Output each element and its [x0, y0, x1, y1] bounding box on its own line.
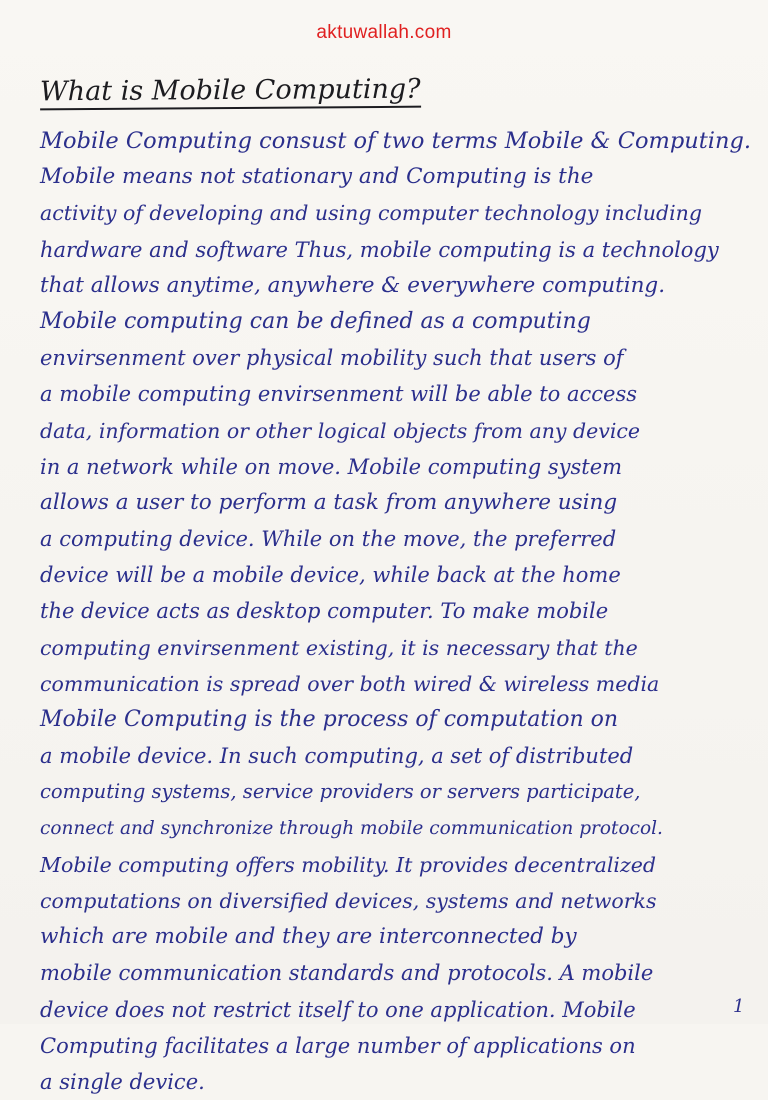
line-text: Mobile means not stationary and Computing is the — [40, 164, 594, 190]
text-line — [40, 521, 755, 557]
text-line — [40, 557, 755, 593]
text-line — [40, 702, 755, 738]
line-text: Computing facilitates a large number of applications on — [40, 1033, 636, 1058]
text-line — [40, 123, 755, 159]
line-text: mobile communication standards and protocols. A mobile — [40, 961, 654, 986]
line-text: computing systems, service providers or servers participate, — [40, 780, 641, 804]
text-line — [40, 268, 755, 304]
text-line — [40, 413, 755, 449]
text-line — [40, 955, 755, 991]
text-line — [40, 1028, 755, 1064]
text-line — [40, 195, 755, 231]
handwritten-body — [40, 123, 755, 1100]
text-line — [40, 919, 755, 955]
line-text: computations on diversified devices, systems and networks — [40, 888, 657, 913]
text-line — [40, 376, 755, 412]
text-line — [40, 774, 755, 810]
page-number: 1 — [733, 996, 745, 1017]
text-line — [40, 1064, 755, 1100]
line-text: the device acts as desktop computer. To make mobile — [40, 599, 609, 624]
line-text: Mobile computing offers mobility. It provides decentralized — [40, 852, 657, 877]
text-line — [40, 485, 755, 521]
line-text: a single device. — [40, 1069, 205, 1094]
text-line — [40, 811, 755, 847]
line-text: computing envirsenment existing, it is necessary that the — [40, 635, 638, 660]
line-text: device will be a mobile device, while back at the home — [40, 563, 621, 588]
line-text: data, information or other logical objects from any device — [40, 418, 641, 443]
line-text: a computing device. While on the move, the preferred — [40, 527, 617, 552]
line-text: a mobile device. In such computing, a set of distributed — [40, 744, 634, 769]
line-text: Mobile computing can be defined as a computing — [40, 308, 591, 334]
line-text: connect and synchronize through mobile communication protocol. — [40, 817, 663, 839]
line-text: envirsenment over physical mobility such that users of — [40, 346, 624, 371]
page-title: What is Mobile Computing? — [40, 74, 421, 111]
text-line — [40, 738, 755, 774]
text-line — [40, 449, 755, 485]
line-text: that allows anytime, anywhere & everywhere computing. — [40, 272, 666, 298]
line-text: in a network while on move. Mobile computing system — [40, 454, 623, 479]
line-text: activity of developing and using computer technology including — [40, 201, 702, 226]
line-text: allows a user to perform a task from anywhere using — [40, 489, 618, 515]
text-line — [40, 304, 755, 340]
line-text: hardware and software Thus, mobile computing is a technology — [40, 237, 719, 262]
line-text: Mobile Computing is the process of computation on — [40, 707, 619, 732]
text-line — [40, 593, 755, 629]
line-text: Mobile Computing consust of two terms Mobile & Computing. — [40, 128, 752, 154]
text-line — [40, 630, 755, 666]
site-watermark: aktuwallah.com — [316, 22, 452, 43]
text-line — [40, 883, 755, 919]
line-text: device does not restrict itself to one application. Mobile — [40, 997, 636, 1022]
text-line — [40, 992, 755, 1028]
line-text: a mobile computing envirsenment will be able to access — [40, 382, 638, 407]
text-line — [40, 159, 755, 195]
text-line — [40, 847, 755, 883]
line-text: which are mobile and they are interconnected by — [40, 924, 577, 950]
line-text: communication is spread over both wired & wireless media — [40, 671, 660, 696]
text-line — [40, 232, 755, 268]
text-line — [40, 340, 755, 376]
text-line — [40, 666, 755, 702]
